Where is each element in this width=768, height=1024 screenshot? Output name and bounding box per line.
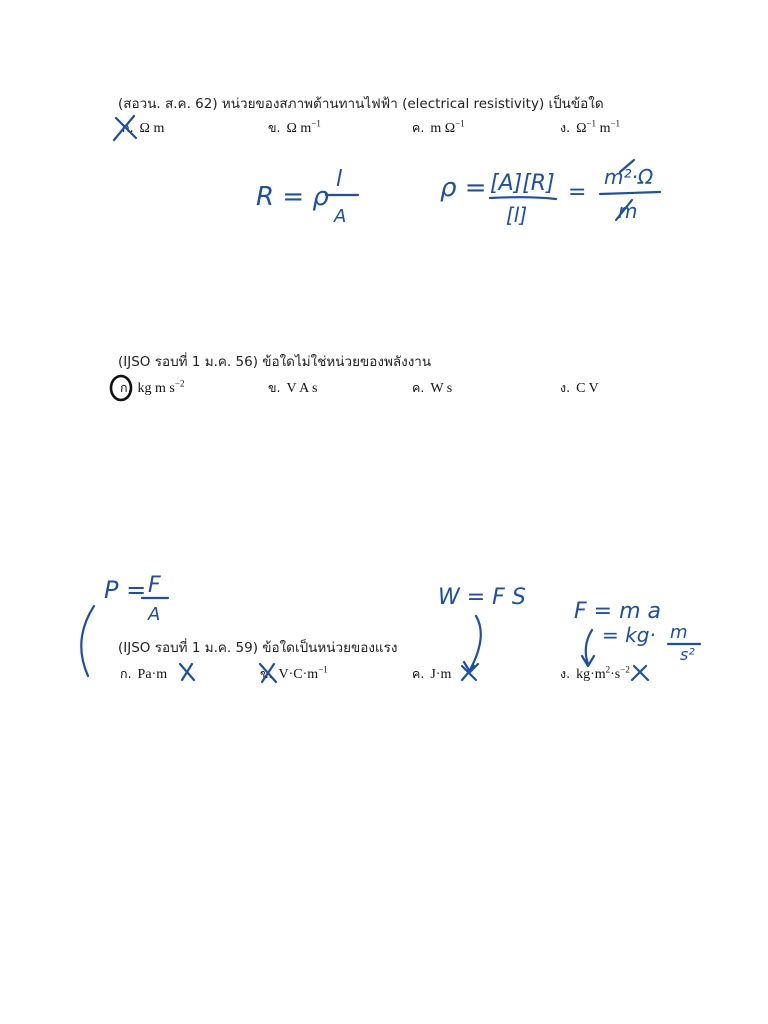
option-label: ง.	[560, 380, 571, 395]
option-label: ค.	[412, 666, 425, 681]
option-label: ค.	[412, 120, 425, 135]
question-3-title: (IJSO รอบที่ 1 ม.ค. 59) ข้อใดเป็นหน่วยของแรง	[118, 640, 398, 656]
eq3-denominator: A	[148, 604, 161, 625]
option-label: ก.	[122, 120, 134, 135]
eq5-line2: = kg·	[602, 623, 656, 647]
q3-option-c[interactable]	[412, 664, 451, 684]
eq2-equals: =	[568, 180, 587, 205]
option-unit: $\Omega^{-1}$ $m^{-1}$	[576, 118, 621, 136]
option-unit: m $\Omega^{-1}$	[430, 118, 465, 136]
eq2-numerator: [A][R]	[490, 171, 555, 196]
q2-option-d[interactable]	[560, 378, 599, 398]
q2-option-b[interactable]	[268, 378, 317, 398]
option-label: ง.	[560, 666, 571, 681]
question-1-title: (สอวน. ส.ค. 62) หน่วยของสภาพต้านทานไฟฟ้า (electrical resistivity) เป็นข้อใด	[118, 96, 604, 112]
option-label: ค.	[412, 380, 425, 395]
q2-option-c[interactable]	[412, 378, 452, 398]
cross-mark-q3-c	[462, 666, 476, 680]
eq4-text: W = F S	[438, 585, 526, 610]
option-unit: W s	[430, 381, 453, 396]
option-label: ข.	[268, 380, 281, 395]
eq2-rhs-fraction-bar	[600, 192, 660, 194]
option-label: ข.	[260, 666, 273, 681]
option-unit: C V	[576, 381, 599, 396]
q3-option-d[interactable]	[560, 664, 630, 684]
eq2-rhs-numerator: m²·Ω	[604, 165, 654, 189]
option-unit: Ω m	[139, 121, 165, 136]
option-label: ข.	[268, 120, 281, 135]
option-unit: J·m	[430, 667, 452, 682]
q1-option-b[interactable]	[268, 118, 321, 138]
option-unit: Ω $m^{-1}$	[286, 118, 321, 136]
option-label: ก.	[120, 666, 132, 681]
option-unit: Pa·m	[137, 667, 168, 682]
eq1-lhs: R = ρ	[256, 182, 329, 212]
eq3-lhs: P =	[104, 576, 147, 604]
q2-option-a[interactable]	[120, 378, 184, 398]
cross-mark-q3-d	[632, 666, 648, 680]
cancel-stroke-bottom	[616, 200, 632, 220]
arrow-to-q3-c	[464, 616, 481, 672]
question-2-title: (IJSO รอบที่ 1 ม.ค. 56) ข้อใดไม่ใช่หน่วยของพลังงาน	[118, 354, 432, 370]
option-unit: kg m $s^{-2}$	[137, 378, 185, 396]
eq2-lhs: ρ =	[440, 173, 487, 203]
q3-option-b[interactable]	[260, 664, 328, 684]
cancel-stroke-top	[620, 160, 634, 172]
eq1-numerator: l	[336, 167, 343, 192]
option-unit: $kg\cdot m^2\cdot s^{-2}$	[576, 664, 630, 682]
eq2-rhs-denominator: m	[618, 199, 638, 223]
left-bracket	[81, 606, 94, 676]
eq3-numerator: F	[148, 573, 161, 598]
arrow-to-q3-d	[582, 630, 594, 666]
eq5-denominator: s²	[680, 645, 695, 664]
option-unit: $V\cdot C\cdot m^{-1}$	[278, 664, 328, 682]
eq2-denominator: [l]	[506, 203, 528, 227]
q1-option-c[interactable]	[412, 118, 465, 138]
q1-option-d[interactable]	[560, 118, 620, 138]
q3-option-a[interactable]	[120, 664, 167, 684]
eq1-denominator: A	[334, 206, 347, 227]
eq2-fraction-bar	[490, 197, 556, 199]
eq5-numerator: m	[670, 622, 688, 643]
option-label: ง.	[560, 120, 571, 135]
option-unit: V A s	[286, 381, 318, 396]
q1-option-a[interactable]	[122, 118, 164, 138]
cross-mark-q3-a	[180, 664, 194, 680]
eq5-line1: F = m a	[574, 599, 661, 624]
option-label: ก.	[120, 380, 132, 395]
